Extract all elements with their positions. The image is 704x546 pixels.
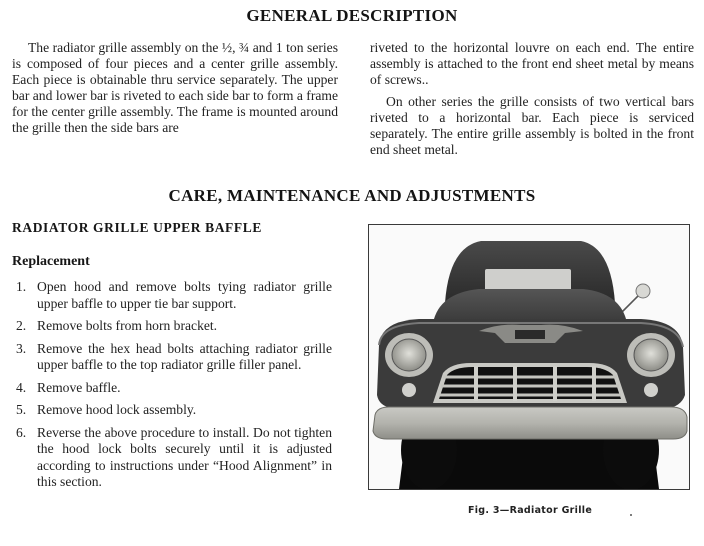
step-text: Open hood and remove bolts tying radiator grille upper baffle to upper tie bar support. — [37, 279, 332, 311]
step-number: 1. — [16, 279, 27, 294]
general-description-paragraph-2: On other series the grille consists of two vertical bars riveted to a horizontal bar. Each piece is serviced separately. The entire grille assembly is bolted in the front end sheet metal. — [370, 94, 694, 157]
step-number: 3. — [16, 340, 27, 356]
step-text: Remove hood lock assembly. — [37, 402, 197, 417]
truck-front-illustration — [369, 225, 689, 489]
general-description-left-column — [12, 40, 338, 136]
figure-caption: Fig. 3—Radiator Grille — [467, 505, 593, 516]
replacement-title: Replacement — [12, 254, 90, 269]
step-item — [12, 380, 332, 397]
step-item — [12, 318, 332, 335]
step-text: Remove bolts from horn bracket. — [37, 318, 218, 333]
step-text: Remove baffle. — [37, 379, 121, 395]
step-number: 2. — [16, 318, 27, 333]
upper-baffle-subheading: RADIATOR GRILLE UPPER BAFFLE — [12, 220, 262, 235]
replacement-steps-list — [12, 279, 332, 497]
radiator-grille-figure — [368, 224, 690, 490]
step-number: 5. — [16, 402, 27, 417]
print-speck — [630, 514, 632, 516]
step-item — [12, 279, 332, 312]
step-item — [12, 402, 332, 419]
general-description-paragraph-1: The radiator grille assembly on the ½, ¾ and 1 ton series is composed of four pieces and a center grille assembly. Each piece is obtainable thru service separately. The upper bar and lower bar is riveted to each side bar to form a frame for the center grille assembly. The frame is mounted around the grille then the side bars are — [12, 40, 338, 135]
step-text: Reverse the above procedure to install. Do not tighten the hood lock bolts securely until it is adjusted according to instructions under “Hood Alignment” in this section. — [37, 424, 332, 489]
step-number: 6. — [16, 424, 27, 440]
step-number: 4. — [16, 379, 27, 395]
step-text: Remove the hex head bolts attaching radiator grille upper baffle to the top radiator grille filler panel. — [37, 340, 332, 372]
general-description-heading: GENERAL DESCRIPTION — [246, 6, 458, 25]
step-item — [12, 425, 332, 491]
general-description-right-column — [370, 40, 694, 158]
general-description-paragraph-1-continued: riveted to the horizontal louvre on each end. The entire assembly is attached to the front end sheet metal by means of screws.. — [370, 40, 694, 87]
care-maintenance-heading: CARE, MAINTENANCE AND ADJUSTMENTS — [168, 186, 536, 205]
step-item — [12, 341, 332, 374]
